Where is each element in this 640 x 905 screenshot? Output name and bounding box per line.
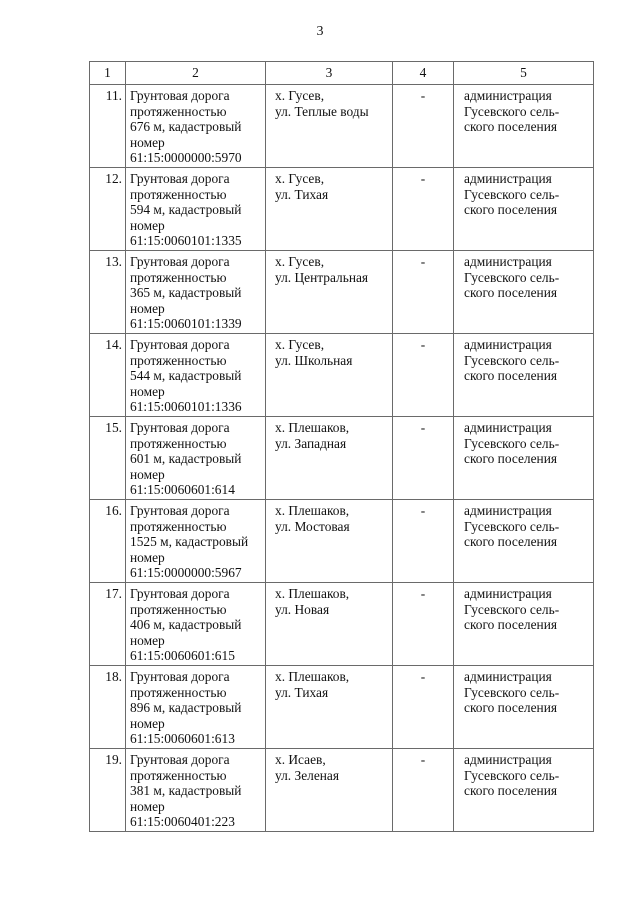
road-address-line: х. Гусев, xyxy=(275,171,325,186)
road-owner-line: администрация xyxy=(464,254,552,269)
road-owner-line: ского поселения xyxy=(464,783,558,799)
road-address-line: ул. Центральная xyxy=(275,269,369,285)
road-description-line: Грунтовая дорога xyxy=(130,88,230,103)
road-description-line: 61:15:0060601:615 xyxy=(130,648,235,664)
road-description xyxy=(126,500,266,583)
road-address-line: х. Плешаков, xyxy=(275,669,350,684)
table-row xyxy=(90,417,594,500)
road-description-line: номер xyxy=(130,798,165,814)
road-description-line: 61:15:0060601:614 xyxy=(130,482,235,498)
row-number: 13. xyxy=(90,251,126,334)
road-description-line: 61:15:0000000:5967 xyxy=(130,565,242,581)
road-owner-line: ского поселения xyxy=(464,119,558,135)
road-description-line: номер xyxy=(130,715,165,731)
road-description-line: Грунтовая дорога xyxy=(130,254,230,269)
road-owner-line: администрация xyxy=(464,88,552,103)
road-address-line: х. Гусев, xyxy=(275,88,325,103)
road-description-line: протяженностью xyxy=(130,435,227,451)
table-row xyxy=(90,583,594,666)
road-address-line: ул. Мостовая xyxy=(275,518,350,534)
road-description-line: номер xyxy=(130,134,165,150)
road-description-line: 594 м, кадастровый xyxy=(130,202,242,218)
road-owner xyxy=(454,417,594,500)
road-address xyxy=(266,168,393,251)
column-header: 5 xyxy=(454,62,594,85)
road-description xyxy=(126,85,266,168)
table-row xyxy=(90,749,594,832)
column-4-value: - xyxy=(393,334,454,417)
road-description-line: номер xyxy=(130,549,165,565)
road-description-line: номер xyxy=(130,466,165,482)
road-description-line: номер xyxy=(130,383,165,399)
road-owner-line: ского поселения xyxy=(464,451,558,467)
road-description-line: протяженностью xyxy=(130,601,227,617)
column-4-value: - xyxy=(393,417,454,500)
column-4-value: - xyxy=(393,583,454,666)
road-owner-line: Гусевского сель- xyxy=(464,435,560,451)
road-description-line: 61:15:0060601:613 xyxy=(130,731,235,747)
road-owner-line: администрация xyxy=(464,171,552,186)
road-owner-line: ского поселения xyxy=(464,617,558,633)
road-owner-line: администрация xyxy=(464,669,552,684)
road-address xyxy=(266,666,393,749)
road-description-line: 61:15:0060101:1335 xyxy=(130,233,242,249)
road-description-line: 61:15:0060101:1336 xyxy=(130,399,242,415)
road-owner-line: Гусевского сель- xyxy=(464,352,560,368)
road-description-line: Грунтовая дорога xyxy=(130,669,230,684)
road-owner-line: Гусевского сель- xyxy=(464,601,560,617)
road-address-line: ул. Западная xyxy=(275,435,347,451)
road-description xyxy=(126,666,266,749)
road-address xyxy=(266,417,393,500)
road-owner-line: Гусевского сель- xyxy=(464,518,560,534)
road-description-line: 61:15:0060401:223 xyxy=(130,814,235,830)
road-owner xyxy=(454,500,594,583)
road-address-line: х. Гусев, xyxy=(275,254,325,269)
road-description-line: 896 м, кадастровый xyxy=(130,700,242,716)
column-4-value: - xyxy=(393,251,454,334)
road-description-line: 365 м, кадастровый xyxy=(130,285,242,301)
road-description-line: номер xyxy=(130,632,165,648)
road-address xyxy=(266,334,393,417)
road-owner-line: администрация xyxy=(464,752,552,767)
table-header-row xyxy=(90,62,594,85)
road-address-line: ул. Новая xyxy=(275,601,330,617)
column-header: 4 xyxy=(393,62,454,85)
road-address-line: х. Гусев, xyxy=(275,337,325,352)
road-address-line: ул. Теплые воды xyxy=(275,103,369,119)
road-description-line: 601 м, кадастровый xyxy=(130,451,242,467)
road-description xyxy=(126,251,266,334)
road-description xyxy=(126,417,266,500)
road-description-line: протяженностью xyxy=(130,684,227,700)
column-4-value: - xyxy=(393,666,454,749)
column-4-value: - xyxy=(393,500,454,583)
row-number: 15. xyxy=(90,417,126,500)
road-address-line: ул. Тихая xyxy=(275,684,329,700)
road-address-line: ул. Тихая xyxy=(275,186,329,202)
road-description-line: 544 м, кадастровый xyxy=(130,368,242,384)
row-number: 11. xyxy=(90,85,126,168)
road-description-line: Грунтовая дорога xyxy=(130,171,230,186)
road-description xyxy=(126,334,266,417)
road-owner-line: ского поселения xyxy=(464,700,558,716)
column-header: 2 xyxy=(126,62,266,85)
road-owner-line: ского поселения xyxy=(464,202,558,218)
road-address-line: х. Плешаков, xyxy=(275,586,350,601)
road-owner xyxy=(454,251,594,334)
road-description-line: протяженностью xyxy=(130,186,227,202)
road-owner-line: ского поселения xyxy=(464,534,558,550)
road-description-line: протяженностью xyxy=(130,767,227,783)
road-description-line: номер xyxy=(130,217,165,233)
road-description-line: протяженностью xyxy=(130,352,227,368)
road-description xyxy=(126,749,266,832)
road-owner xyxy=(454,85,594,168)
road-description-line: 381 м, кадастровый xyxy=(130,783,242,799)
road-description-line: протяженностью xyxy=(130,103,227,119)
road-address-line: ул. Зеленая xyxy=(275,767,340,783)
road-description xyxy=(126,583,266,666)
road-owner-line: администрация xyxy=(464,420,552,435)
road-owner-line: администрация xyxy=(464,337,552,352)
road-address-line: х. Исаев, xyxy=(275,752,326,767)
road-description-line: Грунтовая дорога xyxy=(130,503,230,518)
road-address xyxy=(266,251,393,334)
road-owner-line: Гусевского сель- xyxy=(464,767,560,783)
road-description xyxy=(126,168,266,251)
road-description-line: Грунтовая дорога xyxy=(130,420,230,435)
road-description-line: протяженностью xyxy=(130,269,227,285)
road-owner-line: ского поселения xyxy=(464,368,558,384)
road-owner xyxy=(454,334,594,417)
row-number: 18. xyxy=(90,666,126,749)
road-owner-line: администрация xyxy=(464,503,552,518)
table-row xyxy=(90,666,594,749)
road-description-line: 61:15:0060101:1339 xyxy=(130,316,242,332)
road-description-line: 406 м, кадастровый xyxy=(130,617,242,633)
road-owner xyxy=(454,168,594,251)
row-number: 19. xyxy=(90,749,126,832)
road-description-line: протяженностью xyxy=(130,518,227,534)
road-description-line: 1525 м, кадастровый xyxy=(130,534,249,550)
road-description-line: Грунтовая дорога xyxy=(130,586,230,601)
road-address xyxy=(266,85,393,168)
table-body xyxy=(90,85,594,832)
table-row xyxy=(90,85,594,168)
column-header: 3 xyxy=(266,62,393,85)
road-description-line: Грунтовая дорога xyxy=(130,752,230,767)
road-description-line: 61:15:0000000:5970 xyxy=(130,150,242,166)
row-number: 14. xyxy=(90,334,126,417)
row-number: 16. xyxy=(90,500,126,583)
road-owner-line: Гусевского сель- xyxy=(464,186,560,202)
table-row xyxy=(90,500,594,583)
row-number: 17. xyxy=(90,583,126,666)
road-address xyxy=(266,583,393,666)
road-owner xyxy=(454,749,594,832)
table-row xyxy=(90,334,594,417)
road-owner-line: администрация xyxy=(464,586,552,601)
road-owner-line: Гусевского сель- xyxy=(464,269,560,285)
roads-table xyxy=(89,61,594,832)
road-owner-line: Гусевского сель- xyxy=(464,684,560,700)
road-owner xyxy=(454,583,594,666)
column-4-value: - xyxy=(393,168,454,251)
road-owner-line: ского поселения xyxy=(464,285,558,301)
row-number: 12. xyxy=(90,168,126,251)
road-owner xyxy=(454,666,594,749)
road-address xyxy=(266,749,393,832)
column-header: 1 xyxy=(90,62,126,85)
column-4-value: - xyxy=(393,85,454,168)
road-address xyxy=(266,500,393,583)
table-row xyxy=(90,251,594,334)
column-4-value: - xyxy=(393,749,454,832)
page-number: 3 xyxy=(316,24,324,39)
road-address-line: х. Плешаков, xyxy=(275,420,350,435)
road-description-line: 676 м, кадастровый xyxy=(130,119,242,135)
road-address-line: ул. Школьная xyxy=(275,352,353,368)
road-description-line: номер xyxy=(130,300,165,316)
road-description-line: Грунтовая дорога xyxy=(130,337,230,352)
road-owner-line: Гусевского сель- xyxy=(464,103,560,119)
table-row xyxy=(90,168,594,251)
road-address-line: х. Плешаков, xyxy=(275,503,350,518)
